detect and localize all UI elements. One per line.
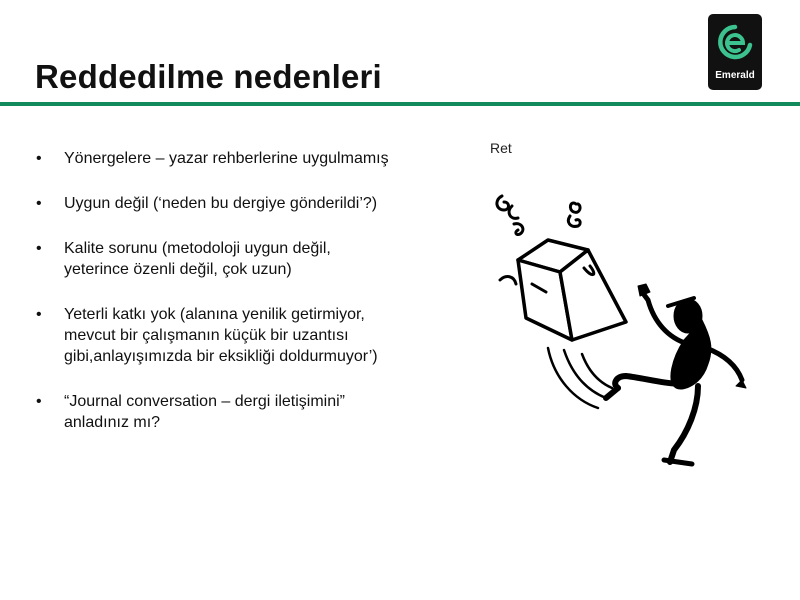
bullet-icon: • [36,306,42,323]
logo-text: Emerald [715,70,755,81]
bullet-text: “Journal conversation – dergi iletişimini” anladınız mı? [64,393,346,431]
kicking-man-icon [606,284,746,464]
bullet-text: Kalite sorunu (metodoloji uygun değil, yeterince özenli değil, çok uzun) [64,240,331,278]
bullet-item [36,391,396,433]
bullet-item [36,304,396,367]
motion-curls [497,196,580,235]
bullet-text: Uygun değil (‘neden bu dergiye gönderildi’?) [64,195,378,212]
emerald-e-icon [715,21,755,65]
bullet-icon: • [36,240,42,257]
bullet-item [36,148,396,169]
illustration-label: Ret [490,140,512,156]
bullet-list [36,148,396,457]
slide-title: Reddedilme nedenleri [35,58,382,95]
bullet-icon: • [36,150,42,167]
bullet-icon: • [36,195,42,212]
man-kicking-box-clipart [488,188,758,478]
bullet-text: Yönergelere – yazar rehberlerine uygulmamış [64,150,389,167]
emerald-logo [708,14,762,90]
bullet-text: Yeterli katkı yok (alanına yenilik getirmiyor, mevcut bir çalışmanın küçük bir uzantısı gibi,anlayışımızda bir eksikliği doldurmuyor’) [64,306,378,365]
bullet-icon: • [36,393,42,410]
box-icon [518,240,626,340]
bullet-item [36,238,396,280]
title-underline [0,102,800,106]
motion-lines [548,348,612,408]
bullet-item [36,193,396,214]
